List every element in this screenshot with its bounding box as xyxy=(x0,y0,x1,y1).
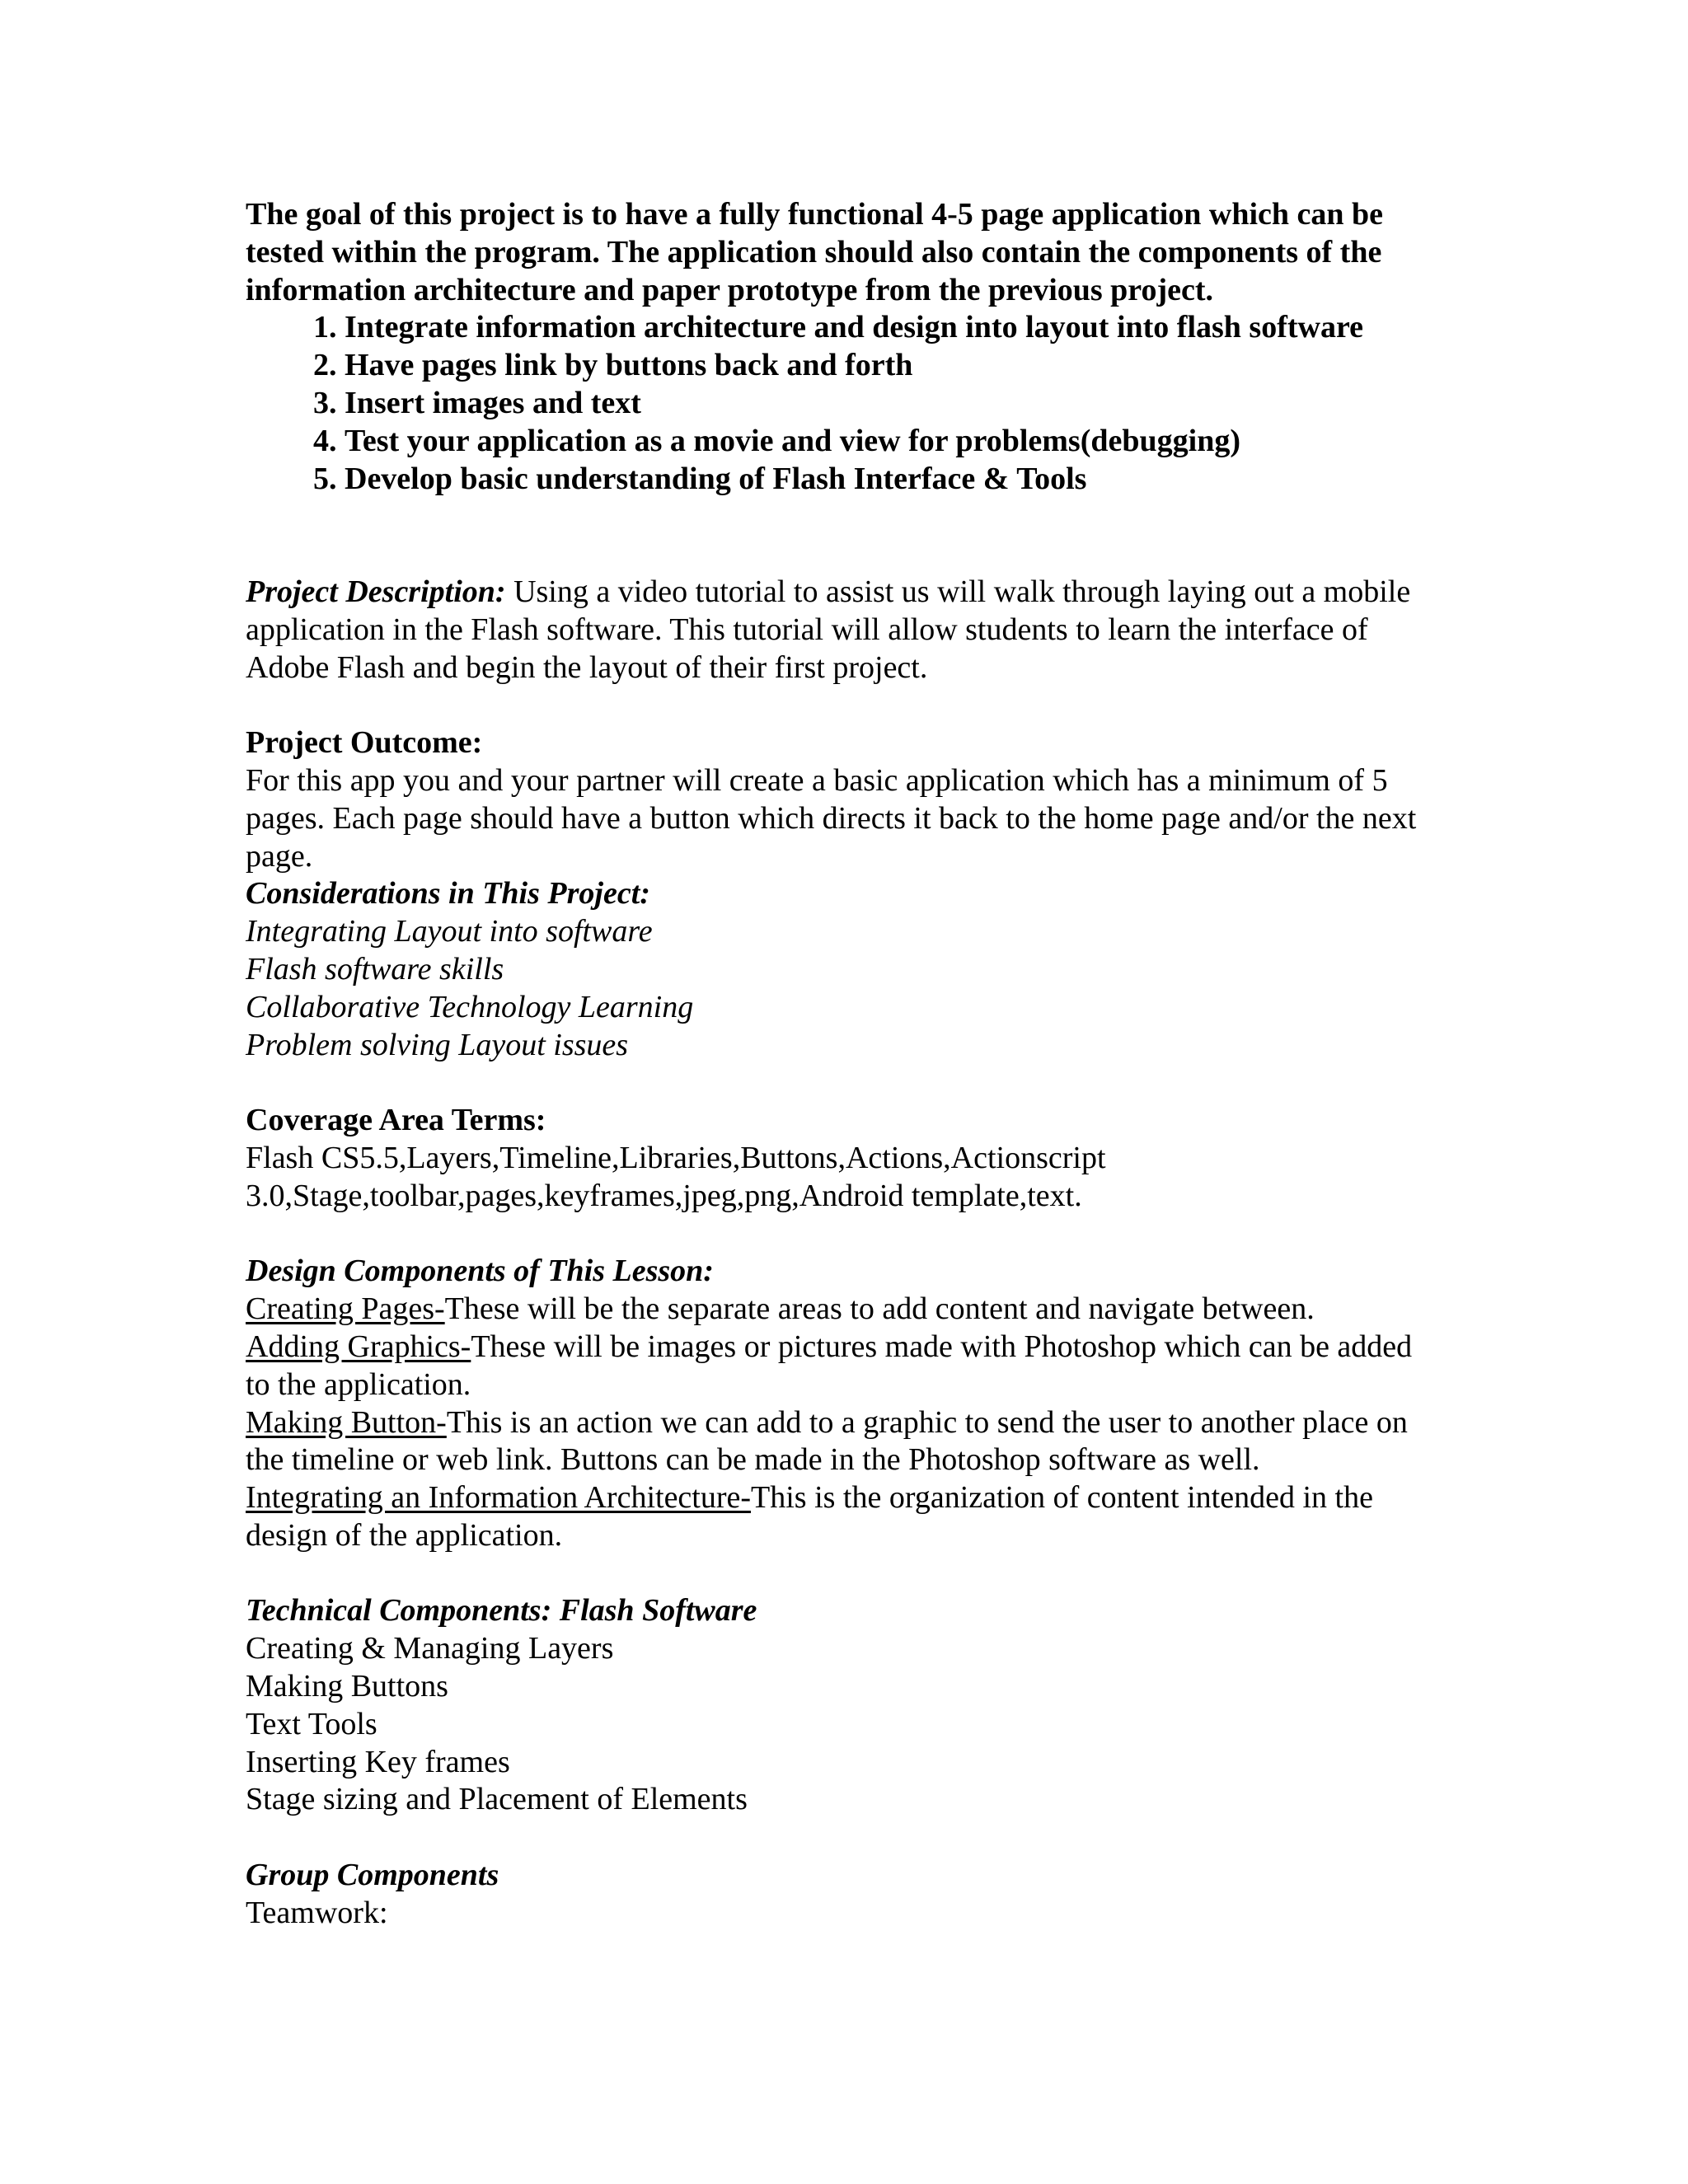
group-item: Teamwork: xyxy=(246,1895,388,1930)
project-description xyxy=(246,574,1441,687)
group-components-heading: Group Components xyxy=(246,1858,499,1893)
project-outcome-text: For this app you and your partner will create a basic application which has a minimum of 5 pages. Each page should have a button which directs it back to the home page and/or the next page. xyxy=(246,762,1417,874)
spacer xyxy=(246,1216,1441,1254)
design-component-term: Integrating an Information Architecture- xyxy=(246,1480,752,1516)
design-component-term: Adding Graphics- xyxy=(246,1329,471,1364)
project-description-text: Using a video tutorial to assist us will walk through laying out a mobile application in the Flash software. This tutorial will allow students to learn the interface of Adobe Flash and begin the layout of their first project. xyxy=(246,574,1411,685)
design-component-item xyxy=(246,1479,1441,1555)
design-component-term: Making Button- xyxy=(246,1404,447,1440)
intro-paragraph: The goal of this project is to have a fully functional 4-5 page application which can be tested within the program. The application should also contain the components of the information architecture and paper prototype from the previous project. xyxy=(246,197,1384,307)
goal-item: 5. Develop basic understanding of Flash Interface & Tools xyxy=(345,461,1441,499)
technical-item: Text Tools xyxy=(246,1706,377,1741)
design-component-term: Creating Pages- xyxy=(246,1291,445,1327)
technical-components-heading: Technical Components: Flash Software xyxy=(246,1593,757,1629)
consideration-item: Collaborative Technology Learning xyxy=(246,989,694,1024)
considerations-heading: Considerations in This Project: xyxy=(246,876,650,912)
design-component-item xyxy=(246,1329,1441,1404)
goal-item: 2. Have pages link by buttons back and forth xyxy=(345,347,1441,385)
goals-list xyxy=(246,309,1441,498)
technical-item: Creating & Managing Layers xyxy=(246,1631,614,1666)
technical-item: Stage sizing and Placement of Elements xyxy=(246,1782,748,1817)
document-page xyxy=(246,196,1441,1933)
design-component-text: These will be images or pictures made with Photoshop which can be added to the application. xyxy=(246,1329,1413,1402)
technical-item: Inserting Key frames xyxy=(246,1744,510,1779)
design-component-text: This is an action we can add to a graphic to send the user to another place on the timeline or web link. Buttons can be made in the Photoshop software as well. xyxy=(246,1404,1408,1478)
spacer xyxy=(246,687,1441,724)
consideration-item: Flash software skills xyxy=(246,951,504,987)
project-outcome-heading: Project Outcome: xyxy=(246,725,483,761)
consideration-item: Problem solving Layout issues xyxy=(246,1027,629,1062)
spacer xyxy=(246,1819,1441,1857)
design-components-heading: Design Components of This Lesson: xyxy=(246,1254,714,1289)
spacer xyxy=(246,498,1441,574)
goal-item: 1. Integrate information architecture and design into layout into flash software xyxy=(345,309,1441,347)
design-component-item xyxy=(246,1291,1441,1329)
coverage-terms: Flash CS5.5,Layers,Timeline,Libraries,Buttons,Actions,Actionscript 3.0,Stage,toolbar,pages,keyframes,jpeg,png,Android template,text. xyxy=(246,1140,1106,1213)
technical-item: Making Buttons xyxy=(246,1669,448,1704)
goal-item: 4. Test your application as a movie and view for problems(debugging) xyxy=(345,423,1441,461)
goal-item: 3. Insert images and text xyxy=(345,385,1441,423)
design-component-text: These will be the separate areas to add content and navigate between. xyxy=(444,1291,1315,1327)
spacer xyxy=(246,1064,1441,1102)
coverage-heading: Coverage Area Terms: xyxy=(246,1103,546,1138)
design-component-text: This is the organization of content intended in the design of the application. xyxy=(246,1480,1373,1553)
project-description-label: Project Description: xyxy=(246,574,506,609)
spacer xyxy=(246,1555,1441,1593)
consideration-item: Integrating Layout into software xyxy=(246,914,653,949)
design-component-item xyxy=(246,1404,1441,1480)
